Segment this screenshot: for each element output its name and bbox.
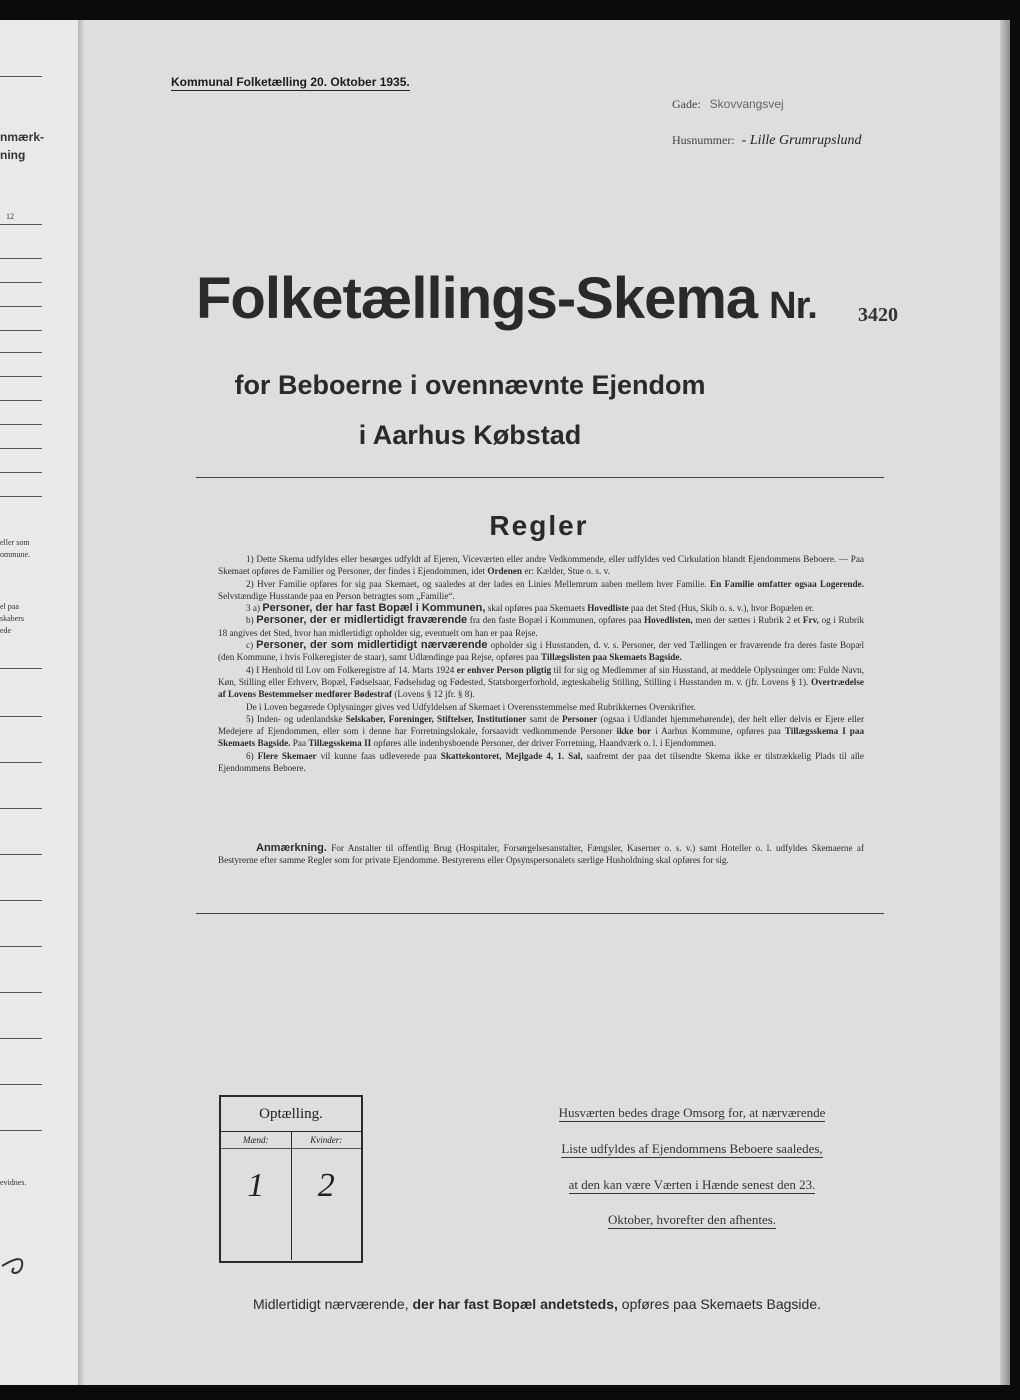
rules-heading: Regler (489, 510, 589, 541)
tally-columns (221, 1132, 361, 1260)
annotation-label: Anmærkning. (256, 842, 327, 854)
street-label: Gade: (672, 97, 701, 111)
tally-men-count: 1 (247, 1167, 265, 1204)
tally-men-label: Mænd: (221, 1132, 291, 1149)
rule-3c: c) Personer, der som midlertidigt nærværende opholder sig i Husstanden, d. v. s. Personer, der ved Tællingen er fraværende fra deres faste Bopæl (den Kommune, i hvis Folkeregister de staar), samt Udlændinge paa Rejse, opføres paa Tillægslisten paa Skemaets Bagside. (218, 639, 865, 663)
adjacent-rule (0, 854, 42, 855)
adjacent-rule (0, 330, 42, 331)
adjacent-rule (0, 668, 42, 669)
adjacent-rule (0, 1084, 42, 1085)
house-number-value: - Lille Grumrupslund (741, 133, 862, 148)
adjacent-page (0, 20, 82, 1385)
form-title-nr: Nr. (769, 285, 817, 327)
adjacent-text: skabers (0, 614, 24, 623)
notice-line: Oktober, hvorefter den afhentes. (607, 1212, 777, 1227)
subtitle-residents: for Beboerne i ovennævnte Ejendom (234, 370, 706, 400)
adjacent-rule (0, 762, 42, 763)
adjacent-rule (0, 1130, 42, 1131)
adjacent-rule (0, 496, 42, 497)
adjacent-text: el paa (0, 602, 19, 611)
form-title (196, 265, 896, 332)
rule-2: 2) Hver Familie opføres for sig paa Skemaet, og saaledes at der lades en Linies Mellemrum aaben mellem hver Familie. En Familie omfatter ogsaa Logerende. Selvstændige Husstande paa en Person betragtes som „Familie“. (218, 578, 864, 601)
adjacent-rule (0, 448, 42, 449)
rule-3a: 3 a) Personer, der har fast Bopæl i Kommunen, skal opføres paa Skemaets Hovedliste paa det Sted (Hus, Skib o. s. v.), hvor Bopælen er. (246, 602, 815, 615)
tally-women-column (291, 1132, 362, 1260)
street-value: Skovvangsvej (709, 97, 784, 111)
house-number-label: Husnummer: (672, 133, 735, 147)
annotation-text: For Anstalter til offentlig Brug (Hospitaler, Forsørgelsesanstalter, Fængsler, Kaserner o. s. v.) samt Hoteller o. l. udfyldes Skemaerne af Bestyrerne efter samme Regler som for private Ejendomme. Bestyrerens eller Opsynspersonalets særlige Husholdning skal opføres for sig. (218, 843, 865, 866)
tally-women-count: 2 (317, 1167, 335, 1204)
tally-women-label: Kvinder: (292, 1132, 362, 1149)
footer-note: Midlertidigt nærværende, der har fast Bopæl andetsteds, opføres paa Skemaets Bagside. (252, 1296, 822, 1312)
adjacent-text: eller som (0, 538, 30, 547)
adjacent-text: 12 (6, 212, 14, 221)
divider (196, 477, 884, 478)
rule-3b: b) Personer, der er midlertidigt fraværende fra den faste Bopæl i Kommunen, opføres paa Hovedlisten, men der sættes i Rubrik 2 et Frv, og i Rubrik 18 angives det Sted, hvor han midlertidigt opholder sig, eventuelt om han er paa Rejse. (218, 614, 865, 638)
rule-4: 4) I Henhold til Lov om Folkeregistre af 14. Marts 1924 er enhver Person pligtig til for sig og Medlemmer af sin Husstand, at meddele Oplysninger om: Fulde Navn, Køn, Stilling eller Erhverv, Bopæl, Fødselsaar, Fødselsdag og Fødested, Statsborgerforhold, ægteskabelig Stilling, Stilling i Husstanden m. v. (jfr. Lovens § 1). Overtrædelse af Lovens Bestemmelser medfører Bødestraf (Lovens § 12 jfr. § 8). (218, 664, 865, 700)
rules-body (218, 553, 864, 774)
rule-5: 5) Inden- og udenlandske Selskaber, Foreninger, Stiftelser, Institutioner samt de Personer (ogsaa i Udlandet hjemmehørende), der helt eller delvis er Ejere eller Medejere af Ejendommen, eller som i denne har Forretningslokale, forsaavidt vedkommende Personer ikke bor i Aarhus Kommune, opføres paa Tillægsskema I paa Skemaets Bagside. Paa Tillægsskema II opføres alle indenbysboende Personer, der driver Forretning, Haandværk o. l. i Ejendommen. (218, 713, 865, 749)
adjacent-text: ning (0, 148, 26, 162)
adjacent-rule (0, 900, 42, 901)
adjacent-rule (0, 946, 42, 947)
notice-line: Liste udfyldes af Ejendommens Beboere saaledes, (561, 1141, 823, 1156)
tally-title: Optælling. (221, 1097, 361, 1132)
adjacent-rule (0, 224, 42, 225)
adjacent-rule (0, 808, 42, 809)
adjacent-rule (0, 376, 42, 377)
tally-box (219, 1095, 363, 1263)
adjacent-rule (0, 400, 42, 401)
page-edge (1000, 20, 1010, 1385)
adjacent-text: nmærk- (0, 130, 45, 144)
census-header: Kommunal Folketælling 20. Oktober 1935. (171, 75, 410, 89)
annotation (218, 842, 864, 867)
rule-6: 6) Flere Skemaer vil kunne faas udleverede paa Skattekontoret, Mejlgade 4, 1. Sal, saafremt der paa det tilsendte Skema ikke er tilstrækkelig Plads til alle Ejendommens Beboere. (218, 750, 865, 774)
adjacent-text: ede (0, 626, 12, 635)
divider (196, 913, 884, 914)
adjacent-rule (0, 306, 42, 307)
rule-1: 1) Dette Skema udfyldes eller besørges udfyldt af Ejeren, Viceværten eller andre Vedkommende, eller udfyldes ved Cirkulation blandt Ejendommens Beboere. — Paa Skemaet opføres de Familier og Personer, der findes i Ejendommen, idet Ordenen er: Kælder, Stue o. s. v. (218, 554, 864, 577)
adjacent-rule (0, 76, 42, 77)
adjacent-rule (0, 472, 42, 473)
adjacent-text: ommune. (0, 550, 30, 559)
adjacent-rule (0, 424, 42, 425)
signature-fragment-icon (0, 1240, 40, 1280)
notice-line: at den kan være Værten i Hænde senest den 23. (568, 1177, 816, 1192)
notice-line: Husværten bedes drage Omsorg for, at nærværende (558, 1105, 826, 1120)
adjacent-text: evidnes. (0, 1178, 27, 1187)
adjacent-rule (0, 716, 42, 717)
form-title-text: Folketællings-Skema (196, 266, 758, 331)
adjacent-rule (0, 992, 42, 993)
tally-men-column (221, 1132, 291, 1260)
subtitle-city: i Aarhus Købstad (358, 420, 582, 450)
adjacent-rule (0, 282, 42, 283)
serial-number: 3420 (858, 304, 898, 326)
adjacent-rule (0, 1038, 42, 1039)
rule-4-cont: De i Loven begærede Oplysninger gives ved Udfyldelsen af Skemaet i Overensstemmelse med Rubrikkernes Overskrifter. (246, 701, 696, 712)
adjacent-rule (0, 258, 42, 259)
street-line (672, 97, 784, 112)
adjacent-rule (0, 352, 42, 353)
house-number-line (672, 133, 861, 149)
